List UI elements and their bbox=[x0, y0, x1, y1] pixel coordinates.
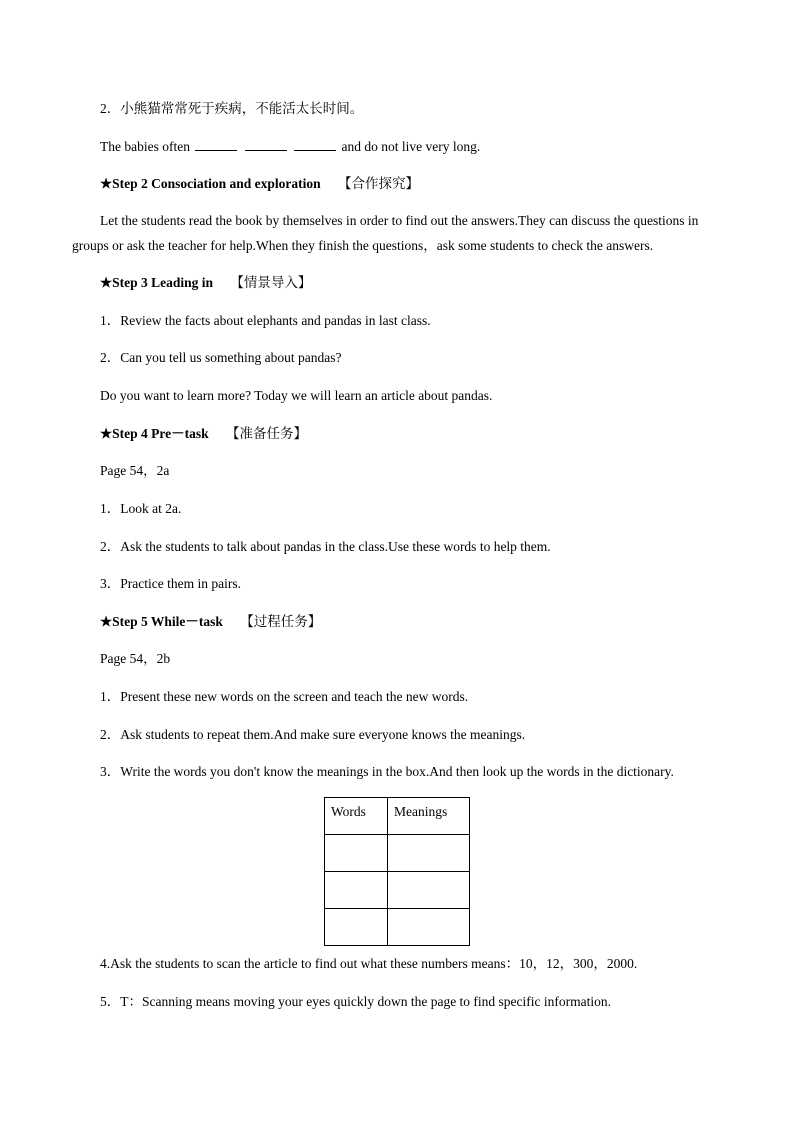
table-cell-word[interactable] bbox=[325, 835, 388, 872]
step5-item-2: 2．Ask students to repeat them.And make sure everyone knows the meanings. bbox=[100, 727, 526, 742]
blank-3[interactable] bbox=[294, 138, 336, 151]
step3-item-1: 1．Review the facts about elephants and pandas in last class. bbox=[100, 313, 431, 328]
step2-label: ★Step 2 Consociation and exploration bbox=[100, 176, 321, 191]
line-fill-blank bbox=[100, 138, 480, 155]
table-cell-word[interactable] bbox=[325, 872, 388, 909]
step5-item-4: 4.Ask the students to scan the article to find out what these numbers means：10，12，300，2000. bbox=[100, 956, 638, 971]
fill-blank-prefix: The babies often bbox=[100, 139, 190, 154]
line-chinese-sentence: 2．小熊猫常常死于疾病，不能活太长时间。 bbox=[100, 101, 364, 116]
step2-paragraph: Let the students read the book by themselves in order to find out the answers.They can discuss the questions in groups or ask the teacher for help.When they finish the questions，ask some students to check the answers. bbox=[72, 213, 699, 253]
step4-item-2: 2．Ask the students to talk about pandas in the class.Use these words to help them. bbox=[100, 539, 551, 554]
table-cell-meaning[interactable] bbox=[388, 835, 470, 872]
step4-heading bbox=[100, 426, 307, 442]
table-cell-meaning[interactable] bbox=[388, 872, 470, 909]
blank-2[interactable] bbox=[245, 138, 287, 151]
header-words: Words bbox=[325, 798, 388, 835]
step4-item-3: 3．Practice them in pairs. bbox=[100, 576, 241, 591]
step3-label: ★Step 3 Leading in bbox=[100, 275, 214, 290]
step2-heading bbox=[100, 176, 419, 192]
step3-item-3: Do you want to learn more? Today we will learn an article about pandas. bbox=[100, 388, 493, 403]
words-meanings-table bbox=[324, 797, 470, 946]
table-row bbox=[325, 872, 470, 909]
step4-item-1: 1．Look at 2a. bbox=[100, 501, 182, 516]
step4-label: ★Step 4 Pre－task bbox=[100, 426, 209, 441]
fill-blank-suffix: and do not live very long. bbox=[341, 139, 481, 154]
step5-item-3: 3．Write the words you don't know the meanings in the box.And then look up the words in the dictionary. bbox=[100, 764, 674, 779]
step4-cn: 【准备任务】 bbox=[225, 426, 307, 441]
step4-page-ref: Page 54，2a bbox=[100, 463, 170, 478]
header-meanings: Meanings bbox=[388, 798, 470, 835]
step5-cn: 【过程任务】 bbox=[240, 614, 322, 629]
step2-cn: 【合作探究】 bbox=[338, 176, 420, 191]
table-cell-meaning[interactable] bbox=[388, 909, 470, 946]
step5-page-ref: Page 54，2b bbox=[100, 651, 171, 666]
step5-item-5: 5．T：Scanning means moving your eyes quickly down the page to find specific information. bbox=[100, 994, 612, 1009]
table-header-row bbox=[325, 798, 470, 835]
step3-cn: 【情景导入】 bbox=[230, 275, 312, 290]
step5-label: ★Step 5 While－task bbox=[100, 614, 223, 629]
step3-item-2: 2．Can you tell us something about pandas? bbox=[100, 350, 342, 365]
table-row bbox=[325, 835, 470, 872]
blank-1[interactable] bbox=[195, 138, 237, 151]
step5-heading bbox=[100, 614, 321, 630]
table-cell-word[interactable] bbox=[325, 909, 388, 946]
step3-heading bbox=[100, 275, 311, 291]
step5-item-1: 1．Present these new words on the screen and teach the new words. bbox=[100, 689, 469, 704]
table-row bbox=[325, 909, 470, 946]
